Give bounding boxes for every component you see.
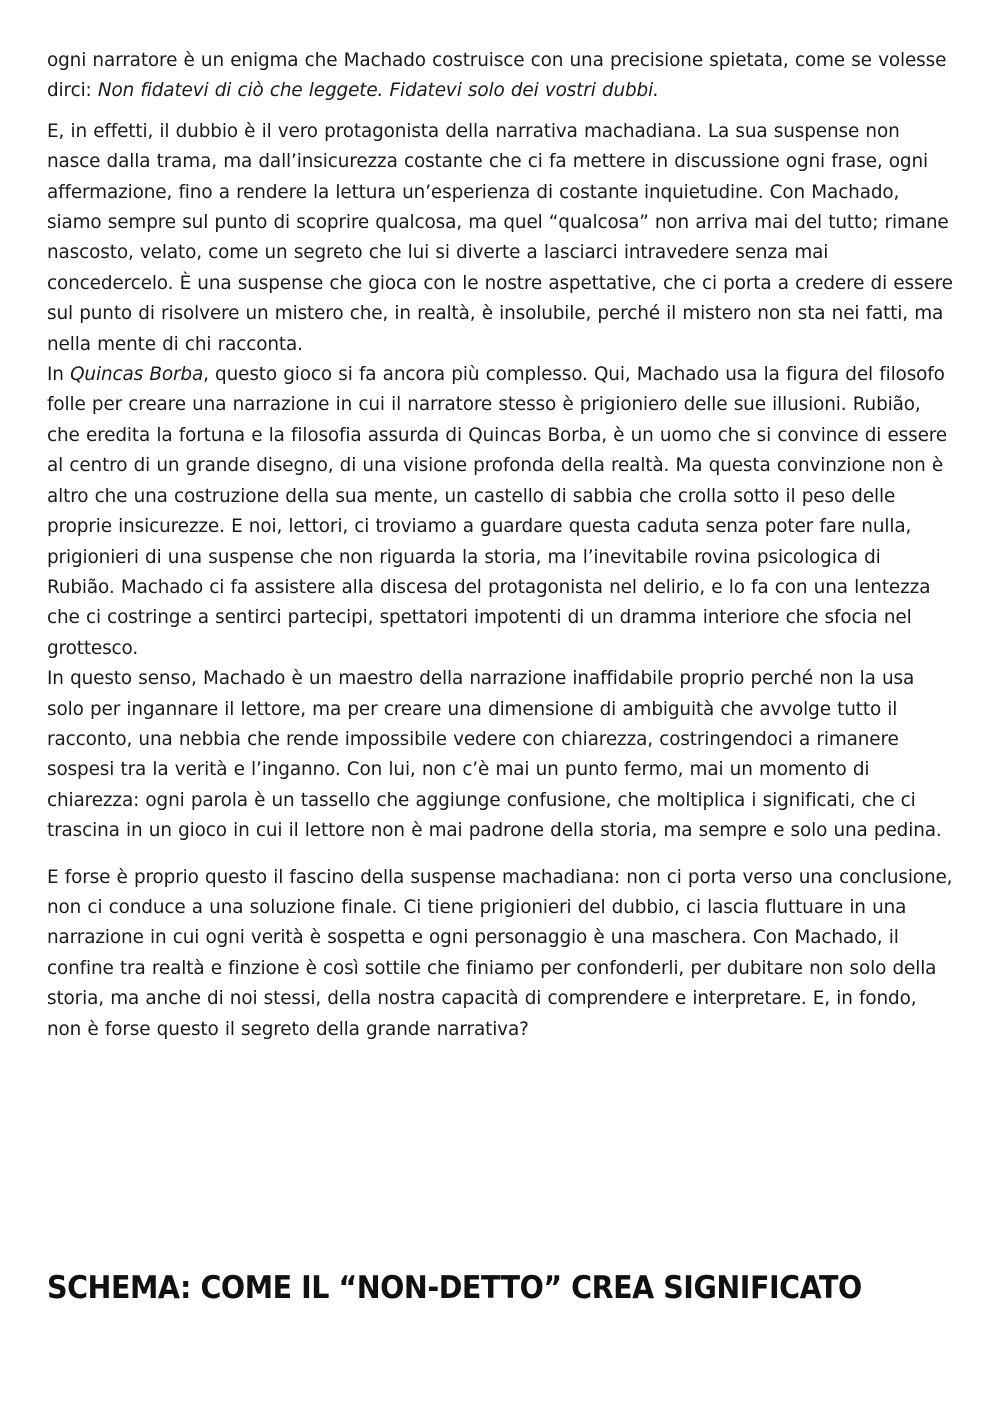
section-heading: SCHEMA: COME IL “NON-DETTO” CREA SIGNIFICATO xyxy=(47,1270,862,1306)
paragraph-2 xyxy=(47,117,953,360)
paragraph-5 xyxy=(47,863,953,1045)
paragraph-3 xyxy=(47,360,953,664)
paragraph-4-text: In questo senso, Machado è un maestro della narrazione inaffidabile proprio perché non la usa solo per ingannare il lettore, ma per creare una dimensione di ambiguità che avvolge tutto il racconto, una nebbia che rende impossibile vedere con chiarezza, costringendoci a rimanere sospesi tra la verità e l’inganno. Con lui, non c’è mai un punto fermo, mai un momento di chiarezza: ogni parola è un tassello che aggiunge confusione, che moltiplica i significati, che ci trascina in un gioco in cui il lettore non è mai padrone della storia, ma sempre e solo una pedina. xyxy=(47,668,942,842)
paragraph-4 xyxy=(47,664,953,846)
paragraph-5-text: E forse è proprio questo il fascino della suspense machadiana: non ci porta verso una conclusione, non ci conduce a una soluzione finale. Ci tiene prigionieri del dubbio, ci lascia fluttuare in una narrazione in cui ogni verità è sospetta e ogni personaggio è una maschera. Con Machado, il confine tra realtà e finzione è così sottile che finiamo per confonderli, per dubitare non solo della storia, ma anche di noi stessi, della nostra capacità di comprendere e interpretare. E, in fondo, non è forse questo il segreto della grande narrativa? xyxy=(47,866,953,1040)
paragraph-1-italic-quote: Non fidatevi di ciò che leggete. Fidatevi solo dei vostri dubbi. xyxy=(97,80,659,102)
paragraph-1 xyxy=(47,46,953,107)
paragraph-3-text-start: In xyxy=(47,364,71,386)
paragraph-2-text: E, in effetti, il dubbio è il vero protagonista della narrativa machadiana. La sua suspense non nasce dalla trama, ma dall’insicurezza costante che ci fa mettere in discussione ogni frase, ogni affermazione, fino a rendere la lettura un’esperienza di costante inquietudine. Con Machado, siamo sempre sul punto di scoprire qualcosa, ma quel “qualcosa” non arriva mai del tutto; rimane nascosto, velato, come un segreto che lui si diverte a lasciarci intravedere senza mai concedercelo. È una suspense che gioca con le nostre aspettative, che ci porta a credere di essere sul punto di risolvere un mistero che, in realtà, è insolubile, perché il mistero non sta nei fatti, ma nella mente di chi racconta. xyxy=(47,120,953,355)
paragraph-1-text: ogni narratore è un enigma che Machado costruisce con una precisione spietata, come se volesse dirci: xyxy=(47,50,947,102)
document-body xyxy=(47,46,953,1045)
paragraph-3-text-end: , questo gioco si fa ancora più complesso. Qui, Machado usa la figura del filosofo folle per creare una narrazione in cui il narratore stesso è prigioniero delle sue illusioni. Rubião, che eredita la fortuna e la filosofia assurda di Quincas Borba, è un uomo che si convince di essere al centro di un grande disegno, di una visione profonda della realtà. Ma questa convinzione non è altro che una costruzione della sua mente, un castello di sabbia che crolla sotto il peso delle proprie insicurezze. E noi, lettori, ci troviamo a guardare questa caduta senza poter fare nulla, prigionieri di una suspense che non riguarda la storia, ma l’inevitabile rovina psicologica di Rubião. Machado ci fa assistere alla discesa del protagonista nel delirio, e lo fa con una lentezza che ci costringe a sentirci partecipi, spettatori impotenti di un dramma interiore che sfocia nel grottesco. xyxy=(47,364,948,659)
paragraph-3-book-title: Quincas Borba xyxy=(70,364,204,386)
